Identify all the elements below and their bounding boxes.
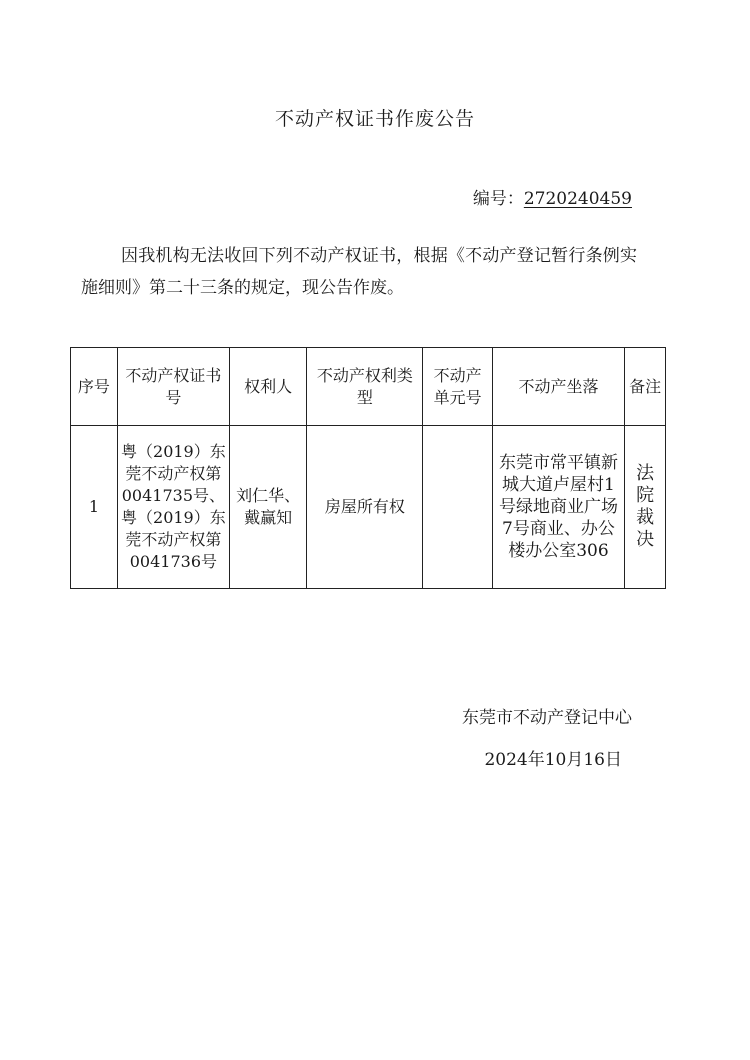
document-number-value: 2720240459: [523, 189, 632, 209]
cell-unit-no: [423, 426, 492, 589]
cell-holder: 刘仁华、戴赢知: [229, 426, 306, 589]
header-holder: 权利人: [229, 348, 306, 426]
header-cert-no: 不动产权证书号: [117, 348, 229, 426]
document-number-label: 编号：: [472, 189, 524, 209]
table-header-row: [71, 348, 666, 426]
header-right-type: 不动产权利类型: [307, 348, 423, 426]
cell-note: 法院裁决: [625, 426, 666, 589]
cell-location: 东莞市常平镇新城大道卢屋村1号绿地商业广场7号商业、办公楼办公室306: [492, 426, 624, 589]
issuer-name: 东莞市不动产登记中心: [462, 708, 632, 728]
header-location: 不动产坐落: [492, 348, 624, 426]
table-row: [71, 426, 666, 589]
header-seq: 序号: [71, 348, 118, 426]
cell-cert-no: 粤（2019）东莞不动产权第0041735号、粤（2019）东莞不动产权第0041736号: [117, 426, 229, 589]
issue-date: 2024年10月16日: [484, 750, 622, 770]
notice-title: 不动产权证书作废公告: [274, 108, 475, 130]
cell-seq: 1: [71, 426, 118, 589]
header-unit-no: 不动产单元号: [423, 348, 492, 426]
certificate-table: [70, 347, 666, 589]
cell-right-type: 房屋所有权: [307, 426, 423, 589]
header-note: 备注: [625, 348, 666, 426]
notice-body: 因我机构无法收回下列不动产权证书，根据《不动产登记暂行条例实施细则》第二十三条的规定，现公告作废。: [81, 246, 637, 298]
document-number: [473, 184, 632, 209]
